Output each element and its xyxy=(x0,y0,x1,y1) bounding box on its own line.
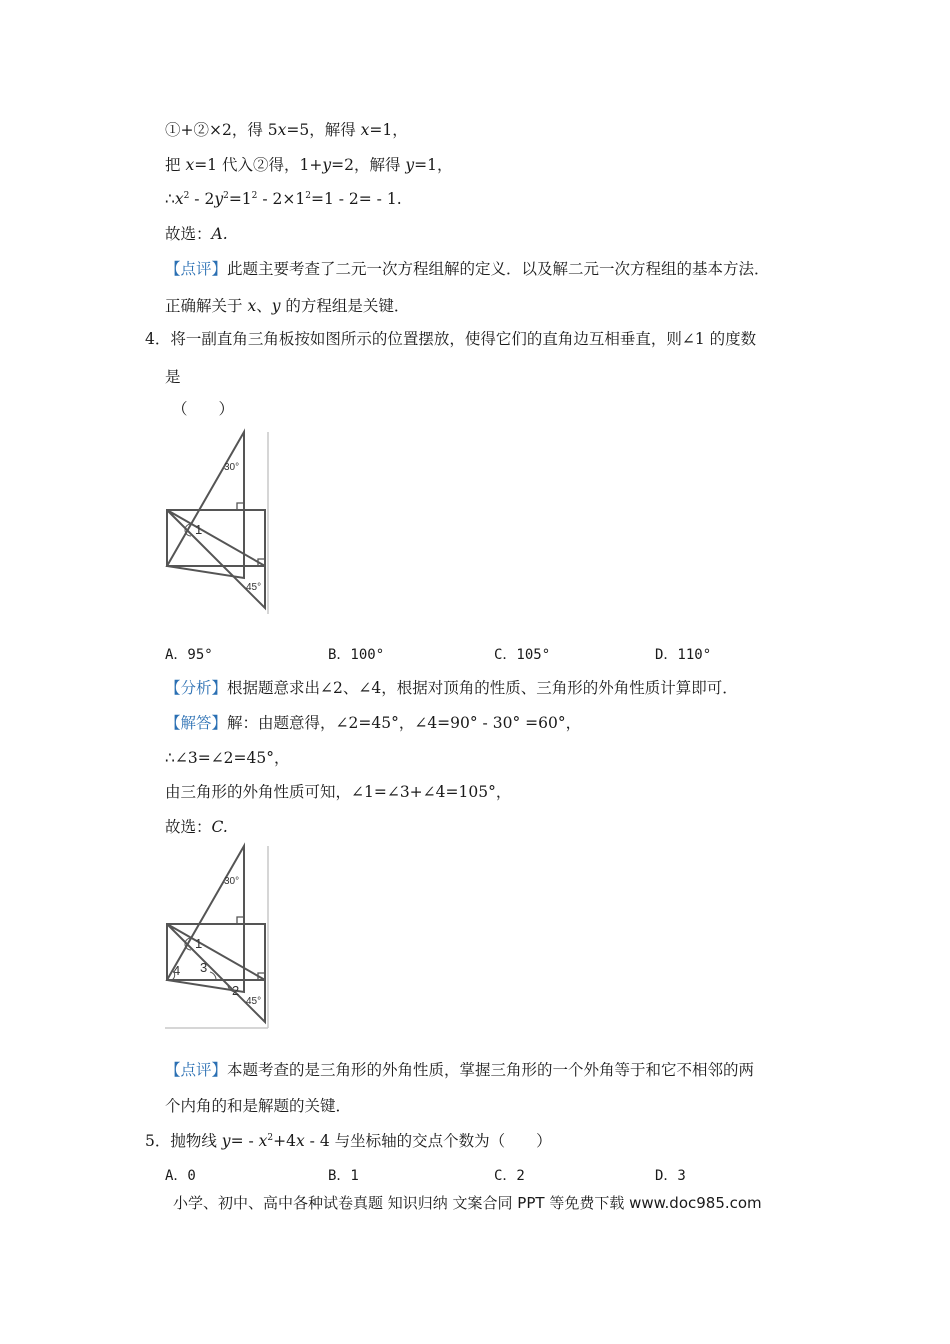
option-c[interactable]: C．105° xyxy=(494,647,551,663)
q3-step-text: =1 xyxy=(228,190,252,208)
q3-step-text: - 2×1 xyxy=(257,190,306,208)
exponent: 2 xyxy=(223,191,229,201)
comment-tag: 【点评】 xyxy=(165,260,228,278)
angle-45-label: 45° xyxy=(246,996,262,1007)
q4-answer-line xyxy=(165,817,228,837)
q3-step-line xyxy=(165,120,408,140)
angle-30-label: 30° xyxy=(224,876,240,887)
option-b[interactable]: B．100° xyxy=(328,647,385,663)
q5-stem-text: 5．抛物线 xyxy=(145,1132,222,1150)
angle-2-label: 2 xyxy=(232,983,240,998)
q4-solution-line-2: ∴∠3=∠2=45°， xyxy=(165,749,290,767)
answer-label: 故选： xyxy=(165,225,212,243)
q4-comment-line-2: 个内角的和是解题的关键． xyxy=(165,1097,352,1115)
angle-30-label: 30° xyxy=(224,462,240,473)
var-x: x xyxy=(247,297,257,315)
exponent: 2 xyxy=(305,191,311,201)
angle-1-label: 1 xyxy=(195,522,203,537)
comment-text: 本题考查的是三角形的外角性质，掌握三角形的一个外角等于和它不相邻的两 xyxy=(227,1061,755,1079)
q5-stem xyxy=(145,1131,552,1151)
option-d[interactable]: D．110° xyxy=(655,647,712,663)
q4-figure-triangles xyxy=(160,428,275,618)
option-a[interactable]: A．0 xyxy=(165,1168,196,1184)
q4-solution-line xyxy=(165,713,581,733)
var-y: y xyxy=(271,297,281,315)
solution-text: 解：由题意得，∠2=45°，∠4=90° - 30° =60°， xyxy=(227,714,582,732)
comment-text: 正确解关于 xyxy=(165,297,248,315)
exponent: 2 xyxy=(267,1133,274,1143)
q4-analysis-line xyxy=(165,678,738,698)
var-x: x xyxy=(360,121,370,139)
var-y: y xyxy=(221,1132,231,1150)
exponent: 2 xyxy=(183,191,190,201)
q4-solution-line-3: 由三角形的外角性质可知，∠1=∠3+∠4=105°， xyxy=(165,783,512,801)
var-y: y xyxy=(405,156,415,174)
answer-label: 故选： xyxy=(165,818,212,836)
var-x: x xyxy=(296,1132,305,1150)
answer-choice: C. xyxy=(211,818,228,836)
exponent: 2 xyxy=(251,191,258,201)
q3-step-text: ①+②×2，得 5 xyxy=(165,121,278,139)
q4-comment-line xyxy=(165,1060,754,1080)
analysis-tag: 【分析】 xyxy=(165,679,228,697)
q4-answer-blank: （ ） xyxy=(172,400,235,418)
var-y: y xyxy=(322,156,332,174)
option-c[interactable]: C．2 xyxy=(494,1168,525,1184)
var-x: x xyxy=(185,156,195,174)
var-x: x xyxy=(258,1132,268,1150)
comment-text: 、 xyxy=(256,297,272,315)
option-b[interactable]: B．1 xyxy=(328,1168,359,1184)
q3-step-text: =2，解得 xyxy=(331,156,406,174)
therefore-symbol: ∴ xyxy=(165,190,175,208)
q3-result-line xyxy=(165,189,402,209)
q3-step-text: 把 xyxy=(165,156,186,174)
var-y: y xyxy=(214,190,224,208)
angle-4-label: 4 xyxy=(173,963,181,978)
q3-step-text: - 2 xyxy=(189,190,215,208)
angle-1-label: 1 xyxy=(195,936,203,951)
option-a[interactable]: A．95° xyxy=(165,647,213,663)
q3-step-text: =1 代入②得，1+ xyxy=(194,156,323,174)
var-x: x xyxy=(174,190,184,208)
analysis-text: 根据题意求出∠2、∠4，根据对顶角的性质、三角形的外角性质计算即可． xyxy=(227,679,738,697)
angle-45-label: 45° xyxy=(246,582,262,593)
comment-text: 的方程组是关键． xyxy=(280,297,410,315)
q4-stem-line-2: 是 xyxy=(165,368,181,386)
solution-tag: 【解答】 xyxy=(165,714,228,732)
q3-step-text: =1 - 2= - 1. xyxy=(310,190,402,208)
q3-step-text: =1， xyxy=(369,121,408,139)
angle-3-label: 3 xyxy=(200,960,208,975)
page-footer: 小学、初中、高中各种试卷真题 知识归纳 文案合同 PPT 等免费下载 www.doc985.com xyxy=(173,1194,762,1212)
q4-stem: 4．将一副直角三角板按如图所示的位置摆放，使得它们的直角边互相垂直，则∠1 的度数 xyxy=(145,330,757,348)
q5-stem-text: +4 xyxy=(273,1132,296,1150)
q3-step-text: =5，解得 xyxy=(286,121,361,139)
q3-comment-line-2 xyxy=(165,296,409,316)
q5-stem-text: - 4 与坐标轴的交点个数为（ ） xyxy=(304,1132,552,1150)
comment-tag: 【点评】 xyxy=(165,1061,228,1079)
option-d[interactable]: D．3 xyxy=(655,1168,686,1184)
q3-step-text: =1， xyxy=(414,156,453,174)
q3-answer-line xyxy=(165,224,228,244)
comment-text: 此题主要考查了二元一次方程组解的定义．以及解二元一次方程组的基本方法． xyxy=(227,260,770,278)
q4-solution-figure xyxy=(160,842,275,1032)
answer-choice: A. xyxy=(211,225,228,243)
q3-comment-line xyxy=(165,259,770,279)
var-x: x xyxy=(277,121,287,139)
q3-substitute-line xyxy=(165,155,453,175)
q5-stem-text: = - xyxy=(230,1132,259,1150)
